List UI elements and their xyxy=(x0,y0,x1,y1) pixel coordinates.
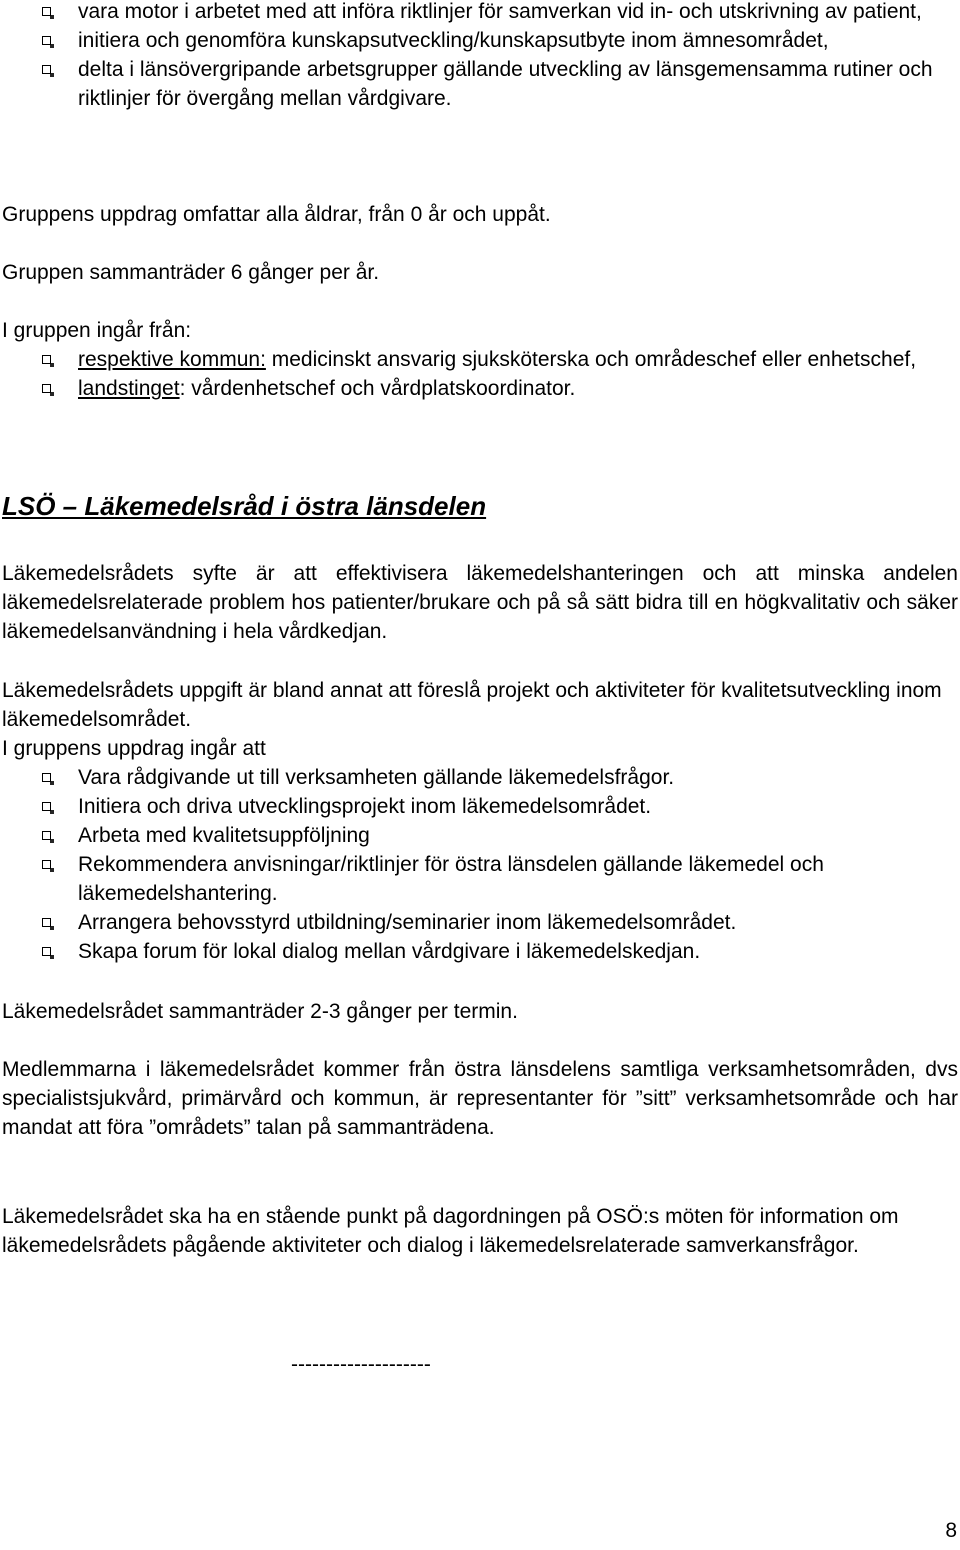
responsibilities-list xyxy=(2,0,958,113)
list-item: vara motor i arbetet med att införa riktlinjer för samverkan vid in- och utskrivning av patient, xyxy=(2,0,958,26)
separator-line: -------------------- xyxy=(291,1353,431,1376)
list-item: delta i länsövergripande arbetsgrupper gällande utveckling av länsgemensamma rutiner och riktlinjer för övergång mellan vårdgivare. xyxy=(2,55,958,113)
list-item: landstinget: vårdenhetschef och vårdplatskoordinator. xyxy=(2,374,958,403)
list-item: Arrangera behovsstyrd utbildning/seminarier inom läkemedelsområdet. xyxy=(2,908,958,937)
checkbox-bullet-icon xyxy=(42,36,51,45)
list-item: Rekommendera anvisningar/riktlinjer för östra länsdelen gällande läkemedel och läkemedelshantering. xyxy=(2,850,958,908)
checkbox-bullet-icon xyxy=(42,7,51,16)
list-item: Skapa forum för lokal dialog mellan vårdgivare i läkemedelskedjan. xyxy=(2,937,958,966)
member-org: landstinget xyxy=(78,377,180,400)
checkbox-bullet-icon xyxy=(42,947,51,956)
meeting-frequency-paragraph: Gruppen sammanträder 6 gånger per år. xyxy=(2,261,380,284)
agenda-paragraph: Läkemedelsrådet ska ha en stående punkt på dagordningen på OSÖ:s möten för information om läkemedelsrådets pågående aktiviteter och dialog i läkemedelsrelaterade samverkansfrågor. xyxy=(2,1205,899,1257)
checkbox-bullet-icon xyxy=(42,384,51,393)
council-members-paragraph: Medlemmarna i läkemedelsrådet kommer från östra länsdelens samtliga verksamhetsområden, dvs specialistsjukvård, primärvård och kommun, är representanter för ”sitt” verksamhetsområde och har mandat att föra ”områdets” talan på sammanträdena. xyxy=(2,1058,958,1139)
list-item: Initiera och driva utvecklingsprojekt inom läkemedelsområdet. xyxy=(2,792,958,821)
checkbox-bullet-icon xyxy=(42,802,51,811)
task-intro: I gruppens uppdrag ingår att xyxy=(2,737,266,760)
task-paragraph: Läkemedelsrådets uppgift är bland annat att föreslå projekt och aktiviteter för kvalitetsutveckling inom läkemedelsområdet. xyxy=(2,679,942,731)
list-item: initiera och genomföra kunskapsutveckling/kunskapsutbyte inom ämnesområdet, xyxy=(2,26,958,55)
member-org: respektive kommun: xyxy=(78,348,266,371)
list-item: Arbeta med kvalitetsuppföljning xyxy=(2,821,958,850)
checkbox-bullet-icon xyxy=(42,918,51,927)
list-item: respektive kommun: medicinskt ansvarig sjuksköterska och områdeschef eller enhetschef, xyxy=(2,345,958,374)
checkbox-bullet-icon xyxy=(42,773,51,782)
section-heading: LSÖ – Läkemedelsråd i östra länsdelen xyxy=(2,491,487,521)
council-meetings-paragraph: Läkemedelsrådet sammanträder 2-3 gånger per termin. xyxy=(2,1000,518,1023)
scope-paragraph: Gruppens uppdrag omfattar alla åldrar, från 0 år och uppåt. xyxy=(2,203,551,226)
checkbox-bullet-icon xyxy=(42,831,51,840)
checkbox-bullet-icon xyxy=(42,355,51,364)
list-item: Vara rådgivande ut till verksamheten gällande läkemedelsfrågor. xyxy=(2,763,958,792)
members-intro: I gruppen ingår från: xyxy=(2,319,192,342)
purpose-paragraph: Läkemedelsrådets syfte är att effektivisera läkemedelshanteringen och att minska andelen läkemedelsrelaterade problem hos patienter/brukare och på så sätt bidra till en högkvalitativ och säker läkemedelsanvändning i hela vårdkedjan. xyxy=(2,562,958,643)
checkbox-bullet-icon xyxy=(42,65,51,74)
checkbox-bullet-icon xyxy=(42,860,51,869)
tasks-list xyxy=(2,763,958,966)
page-number: 8 xyxy=(945,1519,957,1542)
members-list xyxy=(2,345,958,403)
